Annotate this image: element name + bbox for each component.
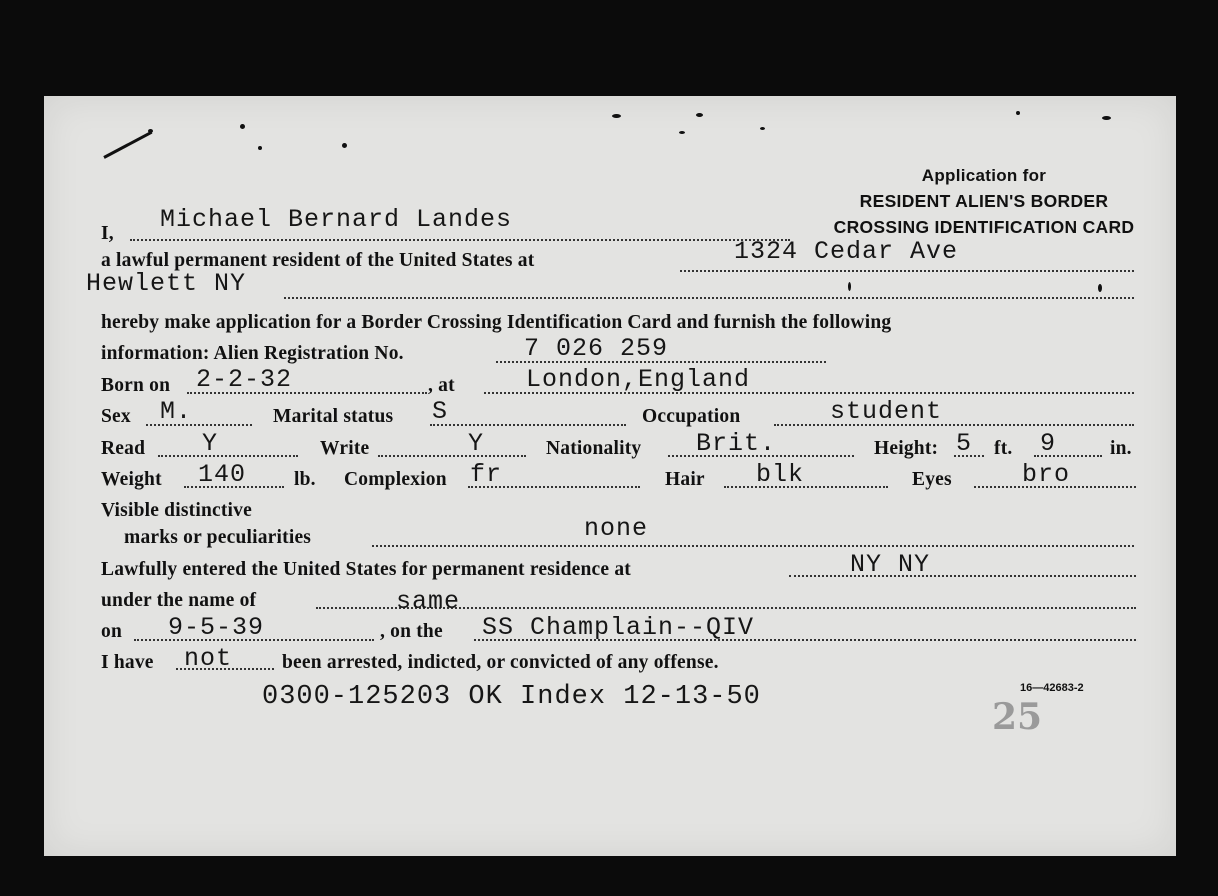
sex-label: Sex xyxy=(101,406,131,427)
born-label: Born on xyxy=(101,375,171,396)
name-value: Michael Bernard Landes xyxy=(160,205,513,234)
on-date-value: 9-5-39 xyxy=(168,613,265,642)
sex-value: M. xyxy=(160,397,193,426)
complexion-value: fr xyxy=(470,460,503,489)
birthplace-value: London,England xyxy=(526,365,751,394)
write-line xyxy=(378,455,526,457)
marks-label-line1: Visible distinctive xyxy=(101,500,252,521)
height-in-value: 9 xyxy=(1040,429,1057,458)
pen-stroke xyxy=(103,131,152,159)
marital-label: Marital status xyxy=(273,406,394,427)
read-value: Y xyxy=(202,429,219,458)
form-number: 16—42683-2 xyxy=(1020,682,1084,694)
marital-line xyxy=(430,424,626,426)
hair-line xyxy=(724,486,888,488)
stray-mark xyxy=(679,131,685,134)
stray-mark xyxy=(612,114,621,118)
at-label: , at xyxy=(428,375,455,396)
arrest-label-end: been arrested, indicted, or convicted of any offense. xyxy=(282,652,719,673)
i-label: I, xyxy=(101,223,114,244)
marital-value: S xyxy=(432,397,449,426)
in-label: in. xyxy=(1110,438,1132,459)
under-name-label: under the name of xyxy=(101,590,257,611)
resident-label: a lawful permanent resident of the United States at xyxy=(101,250,535,271)
stray-mark xyxy=(258,146,262,150)
stray-mark xyxy=(240,124,245,129)
stray-mark xyxy=(760,127,765,130)
under-name-value: same xyxy=(396,587,461,616)
nationality-value: Brit. xyxy=(696,429,777,458)
write-label: Write xyxy=(320,438,370,459)
weight-label: Weight xyxy=(101,469,162,490)
registration-value: 7 026 259 xyxy=(524,334,669,363)
eyes-value: bro xyxy=(1022,460,1071,489)
form-title-line3: CROSSING IDENTIFICATION CARD xyxy=(833,217,1135,237)
on-the-label: , on the xyxy=(380,621,443,642)
registration-label: information: Alien Registration No. xyxy=(101,343,404,364)
marks-label-line2: marks or peculiarities xyxy=(124,527,312,548)
on-label: on xyxy=(101,621,122,642)
stray-mark xyxy=(1098,284,1102,292)
address-line2-value: Hewlett NY xyxy=(86,269,247,298)
arrest-label-start: I have xyxy=(101,652,154,673)
marks-value: none xyxy=(584,514,649,543)
name-line xyxy=(130,239,790,241)
born-value: 2-2-32 xyxy=(196,365,293,394)
stray-mark xyxy=(848,282,851,291)
hair-label: Hair xyxy=(665,469,705,490)
marks-line xyxy=(372,545,1134,547)
read-line xyxy=(158,455,298,457)
arrest-value: not xyxy=(184,644,233,673)
write-value: Y xyxy=(468,429,485,458)
form-title xyxy=(827,166,1141,238)
complexion-label: Complexion xyxy=(344,469,447,490)
lb-label: lb. xyxy=(294,469,316,490)
height-ft-value: 5 xyxy=(956,429,973,458)
address-line2 xyxy=(284,297,1134,299)
form-title-line2: RESIDENT ALIEN'S BORDER xyxy=(859,191,1109,211)
stray-mark xyxy=(342,143,347,148)
nationality-label: Nationality xyxy=(546,438,642,459)
application-statement: hereby make application for a Border Crossing Identification Card and furnish the following xyxy=(101,312,892,333)
stamp-number: 25 xyxy=(992,696,1043,738)
stray-mark xyxy=(1102,116,1111,120)
eyes-label: Eyes xyxy=(912,469,952,490)
entered-value: NY NY xyxy=(850,550,931,579)
address-value: 1324 Cedar Ave xyxy=(734,237,959,266)
stray-mark xyxy=(1016,111,1020,115)
entered-line xyxy=(789,575,1136,577)
index-notation: 0300-125203 OK Index 12-13-50 xyxy=(262,682,761,712)
occupation-line xyxy=(774,424,1134,426)
vessel-value: SS Champlain--QIV xyxy=(482,613,755,642)
read-label: Read xyxy=(101,438,146,459)
form-title-line1: Application for xyxy=(921,166,1047,185)
entered-label: Lawfully entered the United States for permanent residence at xyxy=(101,559,631,580)
height-label: Height: xyxy=(874,438,939,459)
occupation-label: Occupation xyxy=(642,406,741,427)
weight-value: 140 xyxy=(198,460,247,489)
application-card xyxy=(44,96,1176,856)
occupation-value: student xyxy=(830,397,943,426)
ft-label: ft. xyxy=(994,438,1013,459)
hair-value: blk xyxy=(756,460,805,489)
stray-mark xyxy=(696,113,703,117)
address-line xyxy=(680,270,1134,272)
